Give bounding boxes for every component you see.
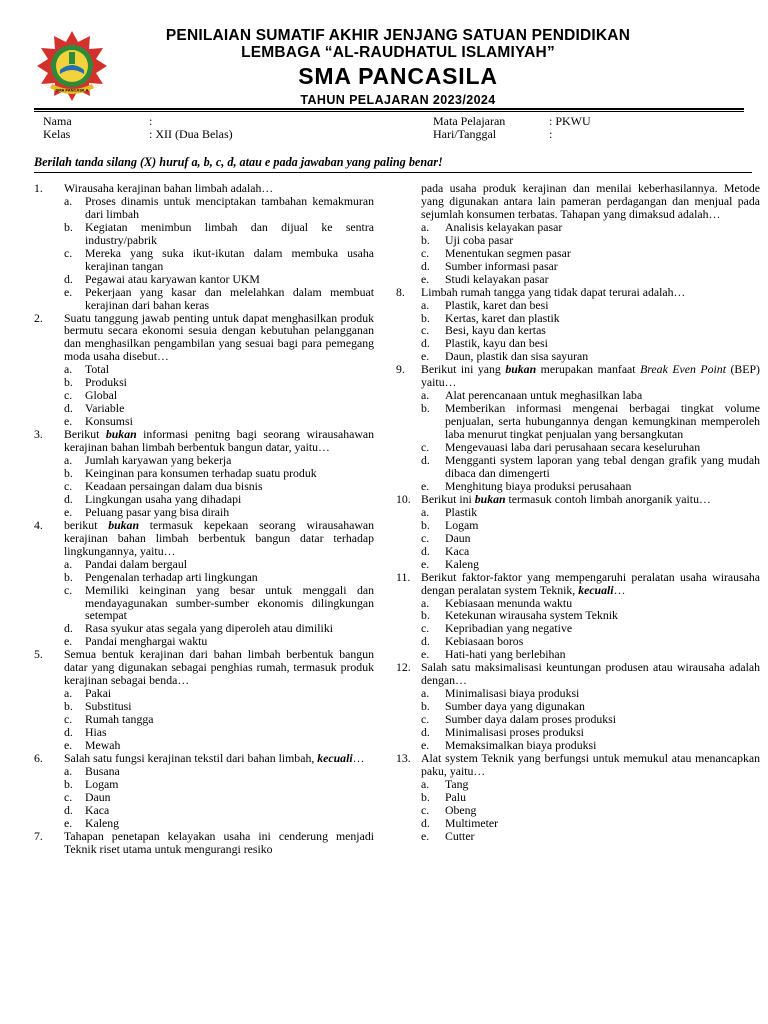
nama-field[interactable]: : — [149, 114, 153, 128]
question-text-part: Salah satu fungsi kerajinan tekstil dari bahan limbah, — [64, 750, 318, 765]
option-letter: c. — [421, 530, 430, 545]
question-text-part: merupakan manfaat — [536, 362, 641, 377]
answer-option[interactable] — [396, 830, 760, 843]
option-letter: c. — [64, 388, 73, 403]
option-letter: b. — [421, 699, 430, 714]
answer-option[interactable] — [34, 221, 374, 247]
question-item — [34, 182, 374, 312]
answer-option[interactable] — [396, 506, 760, 519]
option-letter: a. — [421, 388, 430, 403]
question-text-part: bukan — [105, 427, 137, 442]
answer-option[interactable] — [34, 493, 374, 506]
instruction: Berilah tanda silang (X) huruf a, b, c, d, atau e pada jawaban yang paling benar! — [34, 155, 443, 169]
mapel-label: Mata Pelajaran — [433, 114, 506, 128]
answer-option[interactable] — [34, 467, 374, 480]
option-letter: b. — [421, 517, 430, 532]
option-text: Mengevauasi laba dari perusahaan secara keseluruhan — [445, 440, 701, 455]
question-text-part: termasuk contoh limbah anorganik yaitu… — [505, 491, 711, 506]
option-letter: b. — [64, 219, 73, 234]
option-letter: a. — [64, 556, 73, 571]
question-text — [421, 571, 760, 597]
option-text: Pengenalan terhadap arti lingkungan — [85, 569, 258, 584]
hari-label: Hari/Tanggal — [433, 127, 497, 141]
question-item — [396, 182, 760, 286]
answer-option[interactable] — [396, 778, 760, 791]
option-text: Logam — [85, 776, 119, 791]
option-text: Kaca — [445, 543, 470, 558]
option-letter: a. — [64, 193, 73, 208]
option-text: Pakai — [85, 686, 112, 701]
option-letter: c. — [421, 802, 430, 817]
option-text: Plastik, karet dan besi — [445, 297, 549, 312]
answer-option[interactable] — [34, 273, 374, 286]
answer-option[interactable] — [396, 402, 760, 441]
question-text-part: termasuk kepekaan seorang wirausahawan kerajinan bahan limbah berbentuk bangun datar terhadap lingkungannya, yaitu… — [64, 517, 374, 558]
option-letter: b. — [421, 232, 430, 247]
answer-option[interactable] — [396, 234, 760, 247]
option-text: Mereka yang suka ikut-ikutan dalam membuka usaha kerajinan tangan — [85, 245, 374, 273]
answer-option[interactable] — [34, 195, 374, 221]
question-number: 9. — [396, 362, 405, 377]
option-letter: d. — [421, 336, 430, 351]
question-text — [64, 519, 374, 558]
question-text — [421, 286, 760, 299]
question-item — [34, 648, 374, 752]
option-text: Kegiatan menimbun limbah dan dijual ke sentra industry/pabrik — [85, 219, 374, 247]
option-letter: d. — [64, 621, 73, 636]
option-text: Pekerjaan yang kasar dan melelahkan dalam membuat kerajinan dari bahan keras — [85, 284, 374, 312]
question-text-part: bukan — [474, 491, 506, 506]
option-letter: d. — [64, 802, 73, 817]
question-item — [396, 752, 760, 843]
question-text — [64, 182, 374, 195]
question-text — [421, 752, 760, 778]
option-text: Keinginan para konsumen terhadap suatu produk — [85, 465, 317, 480]
answer-option[interactable] — [396, 260, 760, 273]
school-name: SMA PANCASILA — [298, 63, 498, 89]
option-letter: a. — [421, 297, 430, 312]
question-text-part: Berikut ini yang — [421, 362, 506, 377]
answer-option[interactable] — [34, 286, 374, 312]
option-text: Keadaan persaingan dalam dua bisnis — [85, 478, 263, 493]
question-item — [34, 428, 374, 519]
option-text: Pandai dalam bergaul — [85, 556, 187, 571]
option-text: Multimeter — [445, 815, 499, 830]
answer-option[interactable] — [34, 480, 374, 493]
option-text: Kaca — [85, 802, 110, 817]
option-text: Kertas, karet dan plastik — [445, 310, 560, 325]
answer-option[interactable] — [396, 454, 760, 480]
option-text: Kepribadian yang negative — [445, 621, 573, 636]
mapel-field: : PKWU — [549, 114, 591, 128]
question-number: 4. — [34, 517, 43, 532]
question-number: 12. — [396, 660, 411, 675]
option-letter: e. — [64, 737, 73, 752]
option-text: Mengganti system laporan yang tebal dengan grafik yang mudah dibaca dan dimengerti — [445, 453, 760, 480]
option-text: Minimalisasi biaya produksi — [445, 686, 580, 701]
question-text-part: Alat system Teknik yang berfungsi untuk memukul atau menancapkan paku, yaitu… — [421, 750, 760, 778]
option-letter: a. — [64, 686, 73, 701]
option-text: Jumlah karyawan yang bekerja — [85, 453, 232, 468]
nama-label: Nama — [43, 114, 72, 128]
option-letter: a. — [421, 595, 430, 610]
option-text: Menghitung biaya produksi perusahaan — [445, 478, 632, 493]
answer-option[interactable] — [396, 791, 760, 804]
kelas-field: : XII (Dua Belas) — [149, 127, 233, 141]
option-letter: d. — [421, 815, 430, 830]
question-text-part: bukan — [505, 362, 537, 377]
questions-left-column — [34, 182, 374, 856]
option-text: Tang — [445, 776, 469, 791]
option-letter: a. — [421, 776, 430, 791]
option-text: Kebiasaan menunda waktu — [445, 595, 573, 610]
answer-option[interactable] — [34, 558, 374, 571]
question-text-part: informasi penitng bagi seorang wirausahawan kerajinan bahan limbah berbentuk bangun datar, yaitu… — [64, 427, 374, 455]
answer-option[interactable] — [396, 545, 760, 558]
option-letter: e. — [421, 271, 430, 286]
option-text: Alat perencanaan untuk meghasilkan laba — [445, 388, 643, 403]
option-letter: e. — [64, 414, 73, 429]
option-text: Memiliki keinginan yang besar untuk menggali dan mendayagunakan sumber-sumber ekonomis dilingkungan setempat — [85, 582, 374, 623]
question-text-part: Suatu tanggung jawab penting untuk dapat menghasilkan produk bermutu secara ekonomi sesuia dengan kebutuhan pelangganan dan menghasilkan pengambilan yang sesuai bagi para pemegang moda usaha disebut… — [64, 310, 374, 364]
option-text: Minimalisasi proses produksi — [445, 725, 584, 740]
question-text-part: Wirausaha kerajinan bahan limbah adalah… — [64, 181, 274, 195]
option-letter: c. — [64, 712, 73, 727]
question-text-part: pada usaha produk kerajinan dan menilai keberhasilannya. Metode yang digunakan antara lain pameran perdagangan dan menjual pada sejumlah konsumen terbatas. Tahapan yang dimaksud adalah… — [421, 181, 760, 221]
question-text — [64, 312, 374, 364]
option-text: Konsumsi — [85, 414, 133, 429]
option-letter: d. — [64, 725, 73, 740]
option-text: Besi, kayu dan kertas — [445, 323, 546, 338]
option-letter: e. — [421, 556, 430, 571]
question-item — [34, 752, 374, 830]
question-text-part: … — [352, 750, 365, 765]
option-letter: e. — [421, 647, 430, 662]
option-letter: d. — [421, 453, 430, 468]
question-number: 10. — [396, 491, 411, 506]
questions-right-column — [396, 182, 760, 843]
option-text: Studi kelayakan pasar — [445, 271, 549, 286]
question-number: 8. — [396, 284, 405, 299]
question-text-part: Limbah rumah tangga yang tidak dapat terurai adalah… — [421, 284, 686, 299]
answer-option[interactable] — [34, 765, 374, 778]
answer-option[interactable] — [396, 221, 760, 234]
option-letter: c. — [64, 582, 73, 597]
academic-year: TAHUN PELAJARAN 2023/2024 — [300, 93, 496, 107]
option-letter: a. — [64, 763, 73, 778]
option-text: Produksi — [85, 375, 127, 390]
instruction-rule — [34, 172, 752, 173]
option-letter: b. — [421, 789, 430, 804]
option-text: Peluang pasar yang bisa diraih — [85, 504, 230, 519]
answer-option[interactable] — [34, 778, 374, 791]
header-rule-thin — [34, 111, 744, 112]
question-text-part: Break Even Point — [640, 362, 726, 377]
option-text: Busana — [85, 763, 120, 778]
option-letter: a. — [421, 686, 430, 701]
option-letter: e. — [64, 634, 73, 649]
option-text: Logam — [445, 517, 479, 532]
option-letter: b. — [421, 401, 430, 416]
option-letter: c. — [64, 478, 73, 493]
option-text: Plastik — [445, 504, 478, 519]
option-text: Substitusi — [85, 699, 132, 714]
option-letter: b. — [64, 776, 73, 791]
option-letter: c. — [421, 323, 430, 338]
option-text: Cutter — [445, 828, 475, 843]
answer-option[interactable] — [34, 247, 374, 273]
question-text — [421, 661, 760, 687]
question-text-part: bukan — [108, 517, 140, 532]
question-item — [34, 830, 374, 856]
exam-title: PENILAIAN SUMATIF AKHIR JENJANG SATUAN PENDIDIKAN — [165, 27, 631, 44]
question-text-continued — [421, 182, 760, 221]
hari-field[interactable]: : — [549, 127, 553, 141]
option-letter: b. — [64, 699, 73, 714]
question-number: 3. — [34, 427, 43, 442]
institution-name: LEMBAGA “AL-RAUDHATUL ISLAMIYAH” — [241, 44, 555, 61]
option-letter: e. — [421, 828, 430, 843]
option-text: Sumber daya yang digunakan — [445, 699, 585, 714]
option-text: Kebiasaan boros — [445, 634, 524, 649]
option-text: Mewah — [85, 737, 121, 752]
option-text: Kaleng — [445, 556, 480, 571]
answer-option[interactable] — [396, 804, 760, 817]
option-letter: e. — [421, 349, 430, 364]
question-text-part: kecuali — [317, 750, 353, 765]
question-item — [34, 312, 374, 429]
option-text: Palu — [445, 789, 466, 804]
option-letter: d. — [421, 725, 430, 740]
option-text: Pandai menghargai waktu — [85, 634, 208, 649]
question-number: 11. — [396, 569, 411, 584]
answer-option[interactable] — [396, 519, 760, 532]
question-text — [64, 830, 374, 856]
question-item — [396, 493, 760, 571]
option-letter: a. — [421, 504, 430, 519]
question-text-part: berikut — [64, 517, 109, 532]
answer-option[interactable] — [34, 804, 374, 817]
question-text-part: Semua bentuk kerajinan dari bahan limbah berbentuk bangun datar yang digunakan sebagai penghias rumah, termasuk produk kerajinan sebagai benda… — [64, 647, 374, 688]
option-letter: a. — [64, 362, 73, 377]
answer-option[interactable] — [34, 791, 374, 804]
option-letter: c. — [421, 440, 430, 455]
question-number: 2. — [34, 310, 43, 325]
question-item — [396, 363, 760, 493]
option-letter: a. — [421, 219, 430, 234]
option-letter: b. — [64, 465, 73, 480]
question-item — [34, 519, 374, 649]
option-letter: b. — [64, 569, 73, 584]
option-text: Obeng — [445, 802, 477, 817]
option-text: Proses dinamis untuk menciptakan tambahan kemakmuran dari limbah — [85, 193, 374, 221]
option-letter: b. — [421, 608, 430, 623]
question-text — [64, 752, 374, 765]
option-letter: d. — [64, 491, 73, 506]
option-text: Memberikan informasi mengenai berbagai tingkat volume penjualan, serta hubungannya dengan kemungkinan memperoleh laba menurut tingkat penjualan yang bersangkutan — [445, 401, 760, 442]
option-text: Global — [85, 388, 118, 403]
option-text: Lingkungan usaha yang dihadapi — [85, 491, 242, 506]
option-letter: d. — [64, 401, 73, 416]
question-text-part: Berikut faktor-faktor yang mempengaruhi peralatan usaha wirausaha dengan peralatan system Teknik, — [421, 569, 760, 597]
option-text: Daun — [85, 789, 111, 804]
option-text: Ketekunan wirausaha system Teknik — [445, 608, 618, 623]
question-text — [64, 648, 374, 687]
option-letter: b. — [421, 310, 430, 325]
question-item — [396, 571, 760, 662]
question-text-part: kecuali — [578, 582, 614, 597]
answer-option[interactable] — [396, 817, 760, 830]
option-letter: e. — [64, 815, 73, 830]
logo-caption: SMA PANCASILA — [55, 87, 89, 93]
option-letter: c. — [421, 712, 430, 727]
option-letter: c. — [64, 789, 73, 804]
option-text: Rasa syukur atas segala yang diperoleh atau dimiliki — [85, 621, 333, 636]
option-text: Memaksimalkan biaya produksi — [445, 737, 597, 752]
question-number: 13. — [396, 750, 411, 765]
option-letter: c. — [64, 245, 73, 260]
header-rule-thick — [34, 108, 744, 110]
option-letter: e. — [64, 504, 73, 519]
option-letter: d. — [421, 258, 430, 273]
option-letter: e. — [421, 737, 430, 752]
question-number: 7. — [34, 828, 43, 843]
option-letter: e. — [64, 284, 73, 299]
option-text: Analisis kelayakan pasar — [445, 219, 563, 234]
option-letter: e. — [421, 478, 430, 493]
option-letter: d. — [64, 271, 73, 286]
answer-option[interactable] — [396, 532, 760, 545]
question-text — [421, 363, 760, 389]
option-text: Sumber daya dalam proses produksi — [445, 712, 617, 727]
option-text: Daun, plastik dan sisa sayuran — [445, 349, 589, 364]
option-text: Sumber informasi pasar — [445, 258, 558, 273]
option-letter: c. — [421, 621, 430, 636]
option-text: Hati-hati yang berlebihan — [445, 647, 566, 662]
question-text — [64, 428, 374, 454]
question-text-part: Berikut — [64, 427, 106, 442]
question-item — [396, 286, 760, 364]
answer-option[interactable] — [34, 584, 374, 623]
question-text-part: Berikut ini — [421, 491, 475, 506]
answer-option[interactable] — [34, 571, 374, 584]
kelas-label: Kelas — [43, 127, 71, 141]
question-text-part: Salah satu maksimalisasi keuntungan produsen atau wirausaha adalah dengan… — [421, 660, 760, 688]
option-letter: c. — [421, 245, 430, 260]
option-text: Daun — [445, 530, 471, 545]
option-text: Kaleng — [85, 815, 120, 830]
question-number: 5. — [34, 647, 43, 662]
answer-option[interactable] — [396, 247, 760, 260]
option-text: Total — [85, 362, 110, 377]
question-text-part: (BEP) yaitu… — [421, 362, 760, 390]
question-number: 1. — [34, 181, 43, 195]
option-text: Hias — [85, 725, 107, 740]
option-text: Pegawai atau karyawan kantor UKM — [85, 271, 260, 286]
question-text-part: Tahapan penetapan kelayakan usaha ini cenderung menjadi Teknik riset utama untuk mengurangi resiko — [64, 828, 374, 856]
option-letter: d. — [421, 634, 430, 649]
answer-option[interactable] — [396, 299, 760, 312]
option-text: Variable — [85, 401, 125, 416]
option-letter: a. — [64, 453, 73, 468]
option-text: Plastik, kayu dan besi — [445, 336, 548, 351]
question-number: 6. — [34, 750, 43, 765]
question-text-part: … — [613, 582, 626, 597]
question-text — [421, 493, 760, 506]
option-text: Uji coba pasar — [445, 232, 514, 247]
option-text: Menentukan segmen pasar — [445, 245, 571, 260]
option-text: Rumah tangga — [85, 712, 154, 727]
option-letter: d. — [421, 543, 430, 558]
question-item — [396, 661, 760, 752]
option-letter: b. — [64, 375, 73, 390]
